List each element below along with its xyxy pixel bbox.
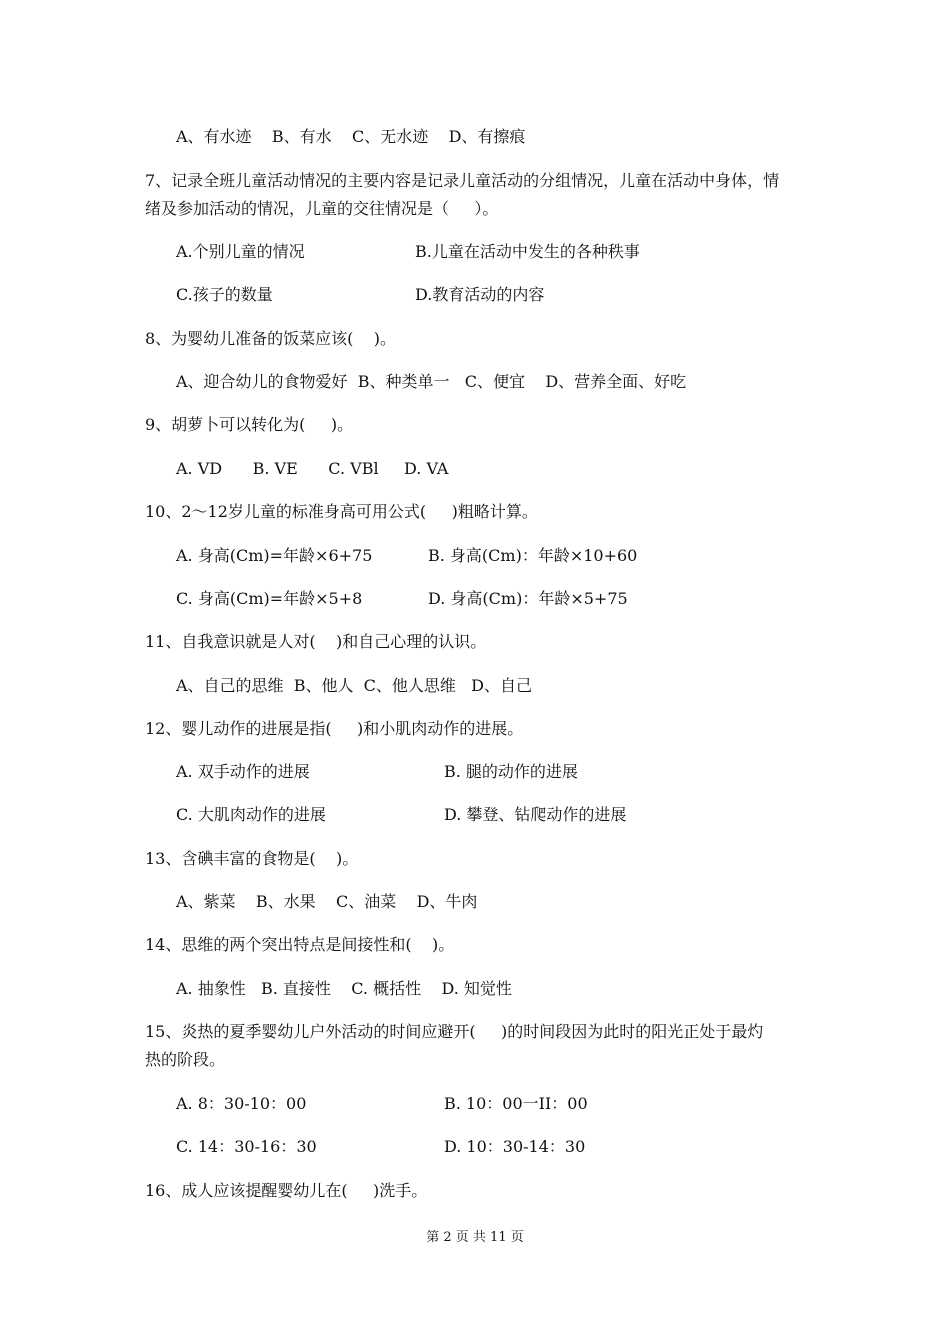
q13-stem: 13、含碘丰富的食物是( )。	[145, 849, 359, 868]
q11-stem: 11、自我意识就是人对( )和自己心理的认识。	[145, 632, 487, 651]
q7-stem-line2: 绪及参加活动的情况，儿童的交往情况是（ ）。	[145, 199, 499, 218]
q9-options: A. VD B. VE C. VBl D. VA	[176, 459, 449, 478]
q15-option-c: C. 14：30-16：30	[176, 1137, 317, 1156]
q12-option-d: D. 攀登、钻爬动作的进展	[444, 805, 627, 824]
q13-options: A、紫菜 B、水果 C、油菜 D、牛肉	[176, 892, 478, 911]
q8-stem: 8、为婴幼儿准备的饭菜应该( )。	[145, 329, 397, 348]
q10-option-c: C. 身高(Cm)=年龄×5+8	[176, 589, 363, 608]
q10-stem: 10、2～12岁儿童的标准身高可用公式( )粗略计算。	[145, 502, 538, 521]
page-footer: 第 2 页 共 11 页	[426, 1230, 524, 1245]
q14-stem: 14、思维的两个突出特点是间接性和( )。	[145, 935, 455, 954]
q7-option-d: D.教育活动的内容	[415, 285, 545, 304]
q15-option-b: B. 10：00一II：00	[444, 1094, 588, 1113]
q7-stem-line1: 7、记录全班儿童活动情况的主要内容是记录儿童活动的分组情况，儿童在活动中身体，情	[145, 171, 780, 190]
q7-option-a: A.个别儿童的情况	[176, 242, 305, 261]
q7-option-c: C.孩子的数量	[176, 285, 273, 304]
q14-options: A. 抽象性 B. 直接性 C. 概括性 D. 知觉性	[176, 979, 512, 998]
q10-option-b: B. 身高(Cm)：年龄×10+60	[428, 546, 638, 565]
q7-option-b: B.儿童在活动中发生的各种秩事	[415, 242, 640, 261]
q12-stem: 12、婴儿动作的进展是指( )和小肌肉动作的进展。	[145, 719, 524, 738]
q16-stem: 16、成人应该提醒婴幼儿在( )洗手。	[145, 1181, 428, 1200]
q9-stem: 9、胡萝卜可以转化为( )。	[145, 415, 354, 434]
q6-options: A、有水迹 B、有水 C、无水迹 D、有擦痕	[176, 127, 526, 146]
q12-option-a: A. 双手动作的进展	[176, 762, 310, 781]
q10-option-d: D. 身高(Cm)：年龄×5+75	[428, 589, 628, 608]
q12-option-b: B. 腿的动作的进展	[444, 762, 578, 781]
q12-option-c: C. 大肌肉动作的进展	[176, 805, 326, 824]
q15-stem-line1: 15、炎热的夏季婴幼儿户外活动的时间应避开( )的时间段因为此时的阳光正处于最灼	[145, 1022, 764, 1041]
q15-stem-line2: 热的阶段。	[145, 1050, 226, 1069]
q8-options: A、迎合幼儿的食物爱好 B、种类单一 C、便宜 D、营养全面、好吃	[176, 372, 687, 391]
q15-option-d: D. 10：30-14：30	[444, 1137, 586, 1156]
q10-option-a: A. 身高(Cm)=年龄×6+75	[176, 546, 373, 565]
q11-options: A、自己的思维 B、他人 C、他人思维 D、自己	[176, 676, 532, 695]
q15-option-a: A. 8：30-10：00	[176, 1094, 307, 1113]
